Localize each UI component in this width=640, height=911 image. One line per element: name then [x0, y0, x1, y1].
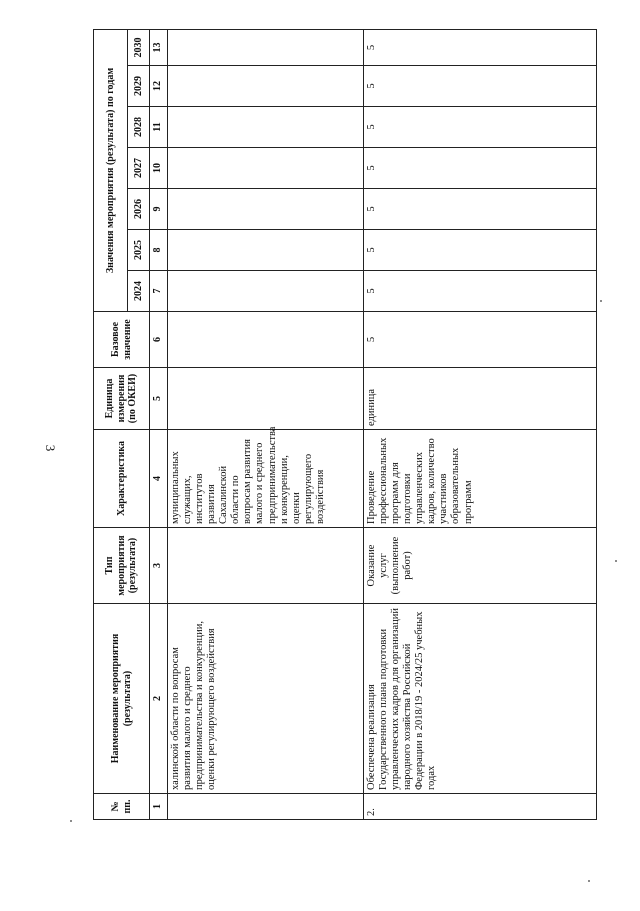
row-value: 5	[364, 230, 597, 271]
header-year: 2029	[128, 66, 150, 107]
row-value	[168, 230, 364, 271]
row-base	[168, 312, 364, 368]
row-no: 2.	[364, 794, 597, 820]
column-number: 3	[150, 528, 168, 604]
row-value: 5	[364, 148, 597, 189]
row-type: Оказание услуг (выполнение работ)	[364, 528, 597, 604]
table-row	[168, 29, 364, 819]
header-characteristic: Характеристика	[94, 430, 150, 528]
rotated-table-wrapper	[93, 30, 596, 820]
row-unit	[168, 368, 364, 430]
row-characteristic: муниципальных служащих, институтов развития Сахалинской области по вопросам развития малого и среднего предпринимательства и конкуренции, оценки регулирующего воздействия	[168, 430, 364, 528]
header-type: Тип мероприятия (результата)	[94, 528, 150, 604]
header-unit: Единица измерения (по ОКЕИ)	[94, 368, 150, 430]
events-table	[93, 29, 597, 820]
row-value	[168, 189, 364, 230]
row-value	[168, 66, 364, 107]
column-number: 10	[150, 148, 168, 189]
row-characteristic: Проведение профессиональных программ для подготовки управленческих кадров, количество участников образовательных программ	[364, 430, 597, 528]
row-value: 5	[364, 107, 597, 148]
header-name: Наименование мероприятия (результата)	[94, 604, 150, 794]
header-row-1	[94, 29, 128, 819]
row-value: 5	[364, 271, 597, 312]
row-value	[168, 148, 364, 189]
column-number: 2	[150, 604, 168, 794]
header-year: 2026	[128, 189, 150, 230]
header-year: 2027	[128, 148, 150, 189]
row-type	[168, 528, 364, 604]
column-number: 5	[150, 368, 168, 430]
page-number: 3	[43, 444, 58, 452]
row-value: 5	[364, 29, 597, 65]
table-row	[364, 29, 597, 819]
column-number: 9	[150, 189, 168, 230]
header-year: 2030	[128, 29, 150, 65]
column-number: 13	[150, 29, 168, 65]
header-year: 2025	[128, 230, 150, 271]
column-number: 6	[150, 312, 168, 368]
header-no: № пп.	[94, 794, 150, 820]
row-base: 5	[364, 312, 597, 368]
column-number-row	[150, 29, 168, 819]
row-name: халинской области по вопросам развития малого и среднего предпринимательства и конкуренции, оценки регулирующего воздействия	[168, 604, 364, 794]
column-number: 11	[150, 107, 168, 148]
header-year: 2024	[128, 271, 150, 312]
scan-speck	[70, 820, 72, 822]
row-unit: единица	[364, 368, 597, 430]
scan-speck	[588, 880, 590, 882]
row-value	[168, 271, 364, 312]
scan-speck	[600, 300, 602, 302]
row-value	[168, 107, 364, 148]
row-no	[168, 794, 364, 820]
row-value: 5	[364, 66, 597, 107]
column-number: 4	[150, 430, 168, 528]
column-number: 12	[150, 66, 168, 107]
row-value: 5	[364, 189, 597, 230]
header-year: 2028	[128, 107, 150, 148]
header-values-group: Значения мероприятия (результата) по годам	[94, 29, 128, 311]
header-base: Базовое значение	[94, 312, 150, 368]
scan-speck	[615, 560, 617, 562]
column-number: 8	[150, 230, 168, 271]
row-value	[168, 29, 364, 65]
row-name: Обеспечена реализация Государственного плана подготовки управленческих кадров для организаций народного хозяйства Российской Федерации в 2018/19 - 2024/25 учебных годах	[364, 604, 597, 794]
column-number: 1	[150, 794, 168, 820]
column-number: 7	[150, 271, 168, 312]
